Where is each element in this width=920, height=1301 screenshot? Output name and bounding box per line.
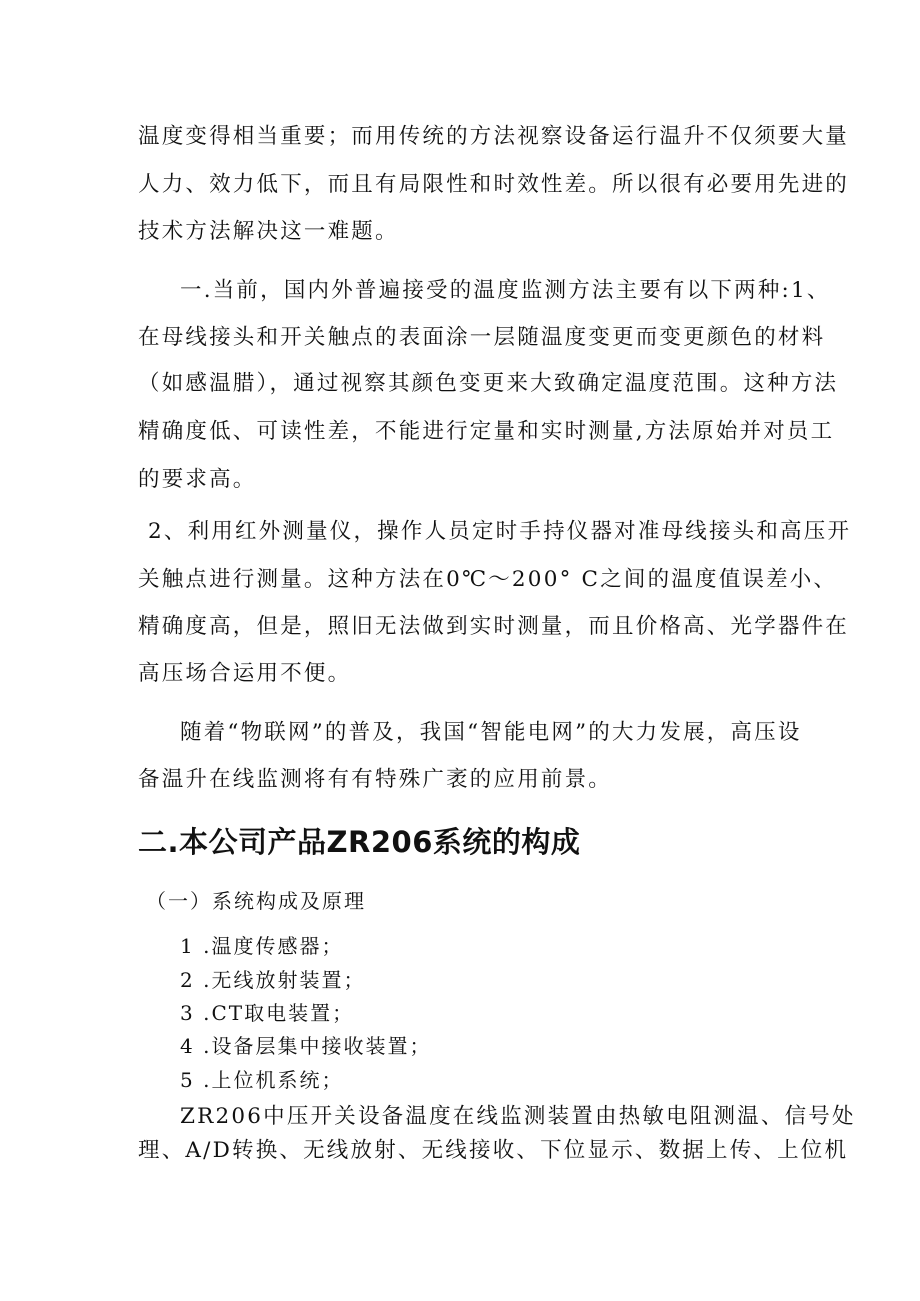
subsection-heading: （一）系统构成及原理 bbox=[146, 889, 366, 913]
paragraph-3-line-2: 关触点进行测量。这种方法在0℃～200° C之间的温度值误差小、 bbox=[138, 567, 838, 592]
paragraph-2-line-1: 一.当前，国内外普遍接受的温度监测方法主要有以下两种:1、 bbox=[180, 278, 831, 303]
section-heading: 二.本公司产品ZR206系统的构成 bbox=[138, 825, 581, 859]
paragraph-3-line-3: 精确度高，但是，照旧无法做到实时测量，而且价格高、光学器件在 bbox=[138, 614, 850, 639]
paragraph-1-line-3: 技术方法解决这一难题。 bbox=[138, 219, 399, 244]
paragraph-3-line-1: 2、利用红外测量仪，操作人员定时手持仪器对准母线接头和高压开 bbox=[148, 519, 852, 544]
list-item: 1 .温度传感器； bbox=[180, 934, 344, 958]
paragraph-5-line-2: 理、A/D转换、无线放射、无线接收、下位显示、数据上传、上位机 bbox=[138, 1138, 849, 1163]
paragraph-4-line-1: 随着“物联网”的普及，我国“智能电网”的大力发展，高压设 bbox=[180, 720, 802, 745]
paragraph-1-line-1: 温度变得相当重要；而用传统的方法视察设备运行温升不仅须要大量 bbox=[138, 124, 850, 149]
paragraph-2-line-2: 在母线接头和开关触点的表面涂一层随温度变更而变更颜色的材料 bbox=[138, 325, 826, 350]
paragraph-2-line-3: （如感温腊），通过视察其颜色变更来大致确定温度范围。这种方法 bbox=[138, 371, 839, 396]
list-item: 2 .无线放射装置； bbox=[180, 968, 366, 992]
paragraph-4-line-2: 备温升在线监测将有有特殊广袤的应用前景。 bbox=[138, 767, 613, 792]
paragraph-3-line-4: 高压场合运用不便。 bbox=[138, 661, 352, 686]
paragraph-2-line-5: 的要求高。 bbox=[138, 467, 257, 492]
paragraph-1-line-2: 人力、效力低下，而且有局限性和时效性差。所以很有必要用先进的 bbox=[138, 172, 850, 197]
paragraph-5-line-1: ZR206中压开关设备温度在线监测装置由热敏电阻测温、信号处 bbox=[180, 1104, 856, 1129]
list-item: 5 .上位机系统； bbox=[180, 1068, 344, 1092]
paragraph-2-line-4: 精确度低、可读性差，不能进行定量和实时测量,方法原始并对员工 bbox=[138, 419, 835, 444]
list-item: 3 .CT取电装置； bbox=[180, 1001, 355, 1025]
list-item: 4 .设备层集中接收装置； bbox=[180, 1034, 432, 1058]
